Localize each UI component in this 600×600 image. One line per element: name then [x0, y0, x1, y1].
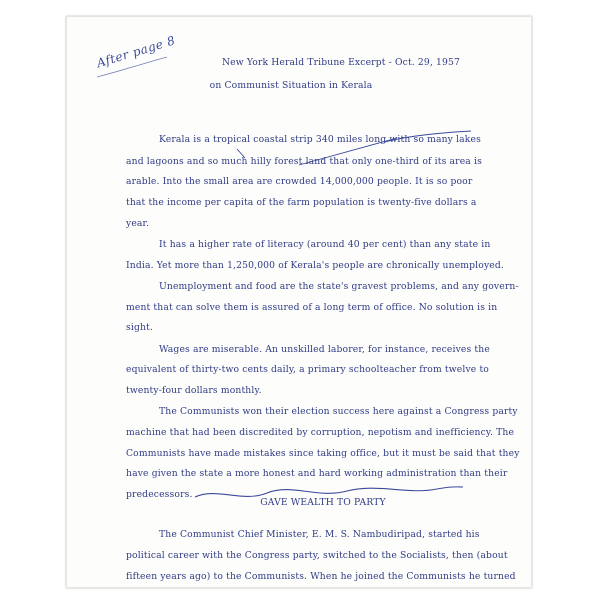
paragraph-1-line-3: arable. Into the small area are crowded 14,000,000 people. It is so poor: [126, 176, 473, 187]
handwritten-annotation: After page 8: [95, 33, 177, 71]
paragraph-1-line-2: and lagoons and so much hilly forest land that only one-third of its area is: [126, 156, 482, 167]
paragraph-5-line-5: predecessors.: [126, 489, 193, 500]
paragraph-4-line-3: twenty-four dollars monthly.: [126, 385, 262, 396]
paragraph-5-line-3: Communists have made mistakes since taking office, but it must be said that they: [126, 448, 520, 459]
wavy-underline-mark: [195, 487, 463, 497]
paragraph-5-line-2: machine that had been discredited by corruption, nepotism and inefficiency. The: [126, 427, 515, 438]
paragraph-3-line-2: ment that can solve them is assured of a long term of office. No solution is in: [126, 302, 498, 313]
paragraph-1-line-5: year.: [126, 218, 150, 229]
paragraph-2-line-1: It has a higher rate of literacy (around 40 per cent) than any state in: [159, 239, 491, 250]
paragraph-3-line-3: sight.: [126, 322, 153, 333]
paragraph-5-line-1: The Communists won their election success here against a Congress party: [159, 406, 518, 417]
paragraph-4-line-2: equivalent of thirty-two cents daily, a primary schoolteacher from twelve to: [126, 364, 489, 375]
paragraph-2-line-2: India. Yet more than 1,250,000 of Kerala's people are chronically unemployed.: [126, 260, 504, 271]
document-subtitle: on Communist Situation in Kerala: [209, 80, 373, 91]
paragraph-5-line-4: have given the state a more honest and hard working administration than their: [126, 468, 508, 479]
final-paragraph-line-2: political career with the Congress party, switched to the Socialists, then (about: [126, 550, 508, 561]
final-paragraph-line-3: fifteen years ago) to the Communists. When he joined the Communists he turned: [126, 571, 516, 582]
paragraph-4-line-1: Wages are miserable. An unskilled laborer, for instance, receives the: [159, 344, 490, 355]
document-title: New York Herald Tribune Excerpt - Oct. 29, 1957: [221, 57, 461, 68]
section-heading: GAVE WEALTH TO PARTY: [260, 497, 386, 508]
paragraph-3-line-1: Unemployment and food are the state's gravest problems, and any govern-: [159, 281, 519, 292]
final-paragraph-line-1: The Communist Chief Minister, E. M. S. Nambudiripad, started his: [159, 529, 480, 540]
paragraph-1-line-1: Kerala is a tropical coastal strip 340 miles long with so many lakes: [159, 134, 481, 145]
document-page: [66, 16, 532, 588]
paragraph-1-line-4: that the income per capita of the farm population is twenty-five dollars a: [126, 197, 477, 208]
